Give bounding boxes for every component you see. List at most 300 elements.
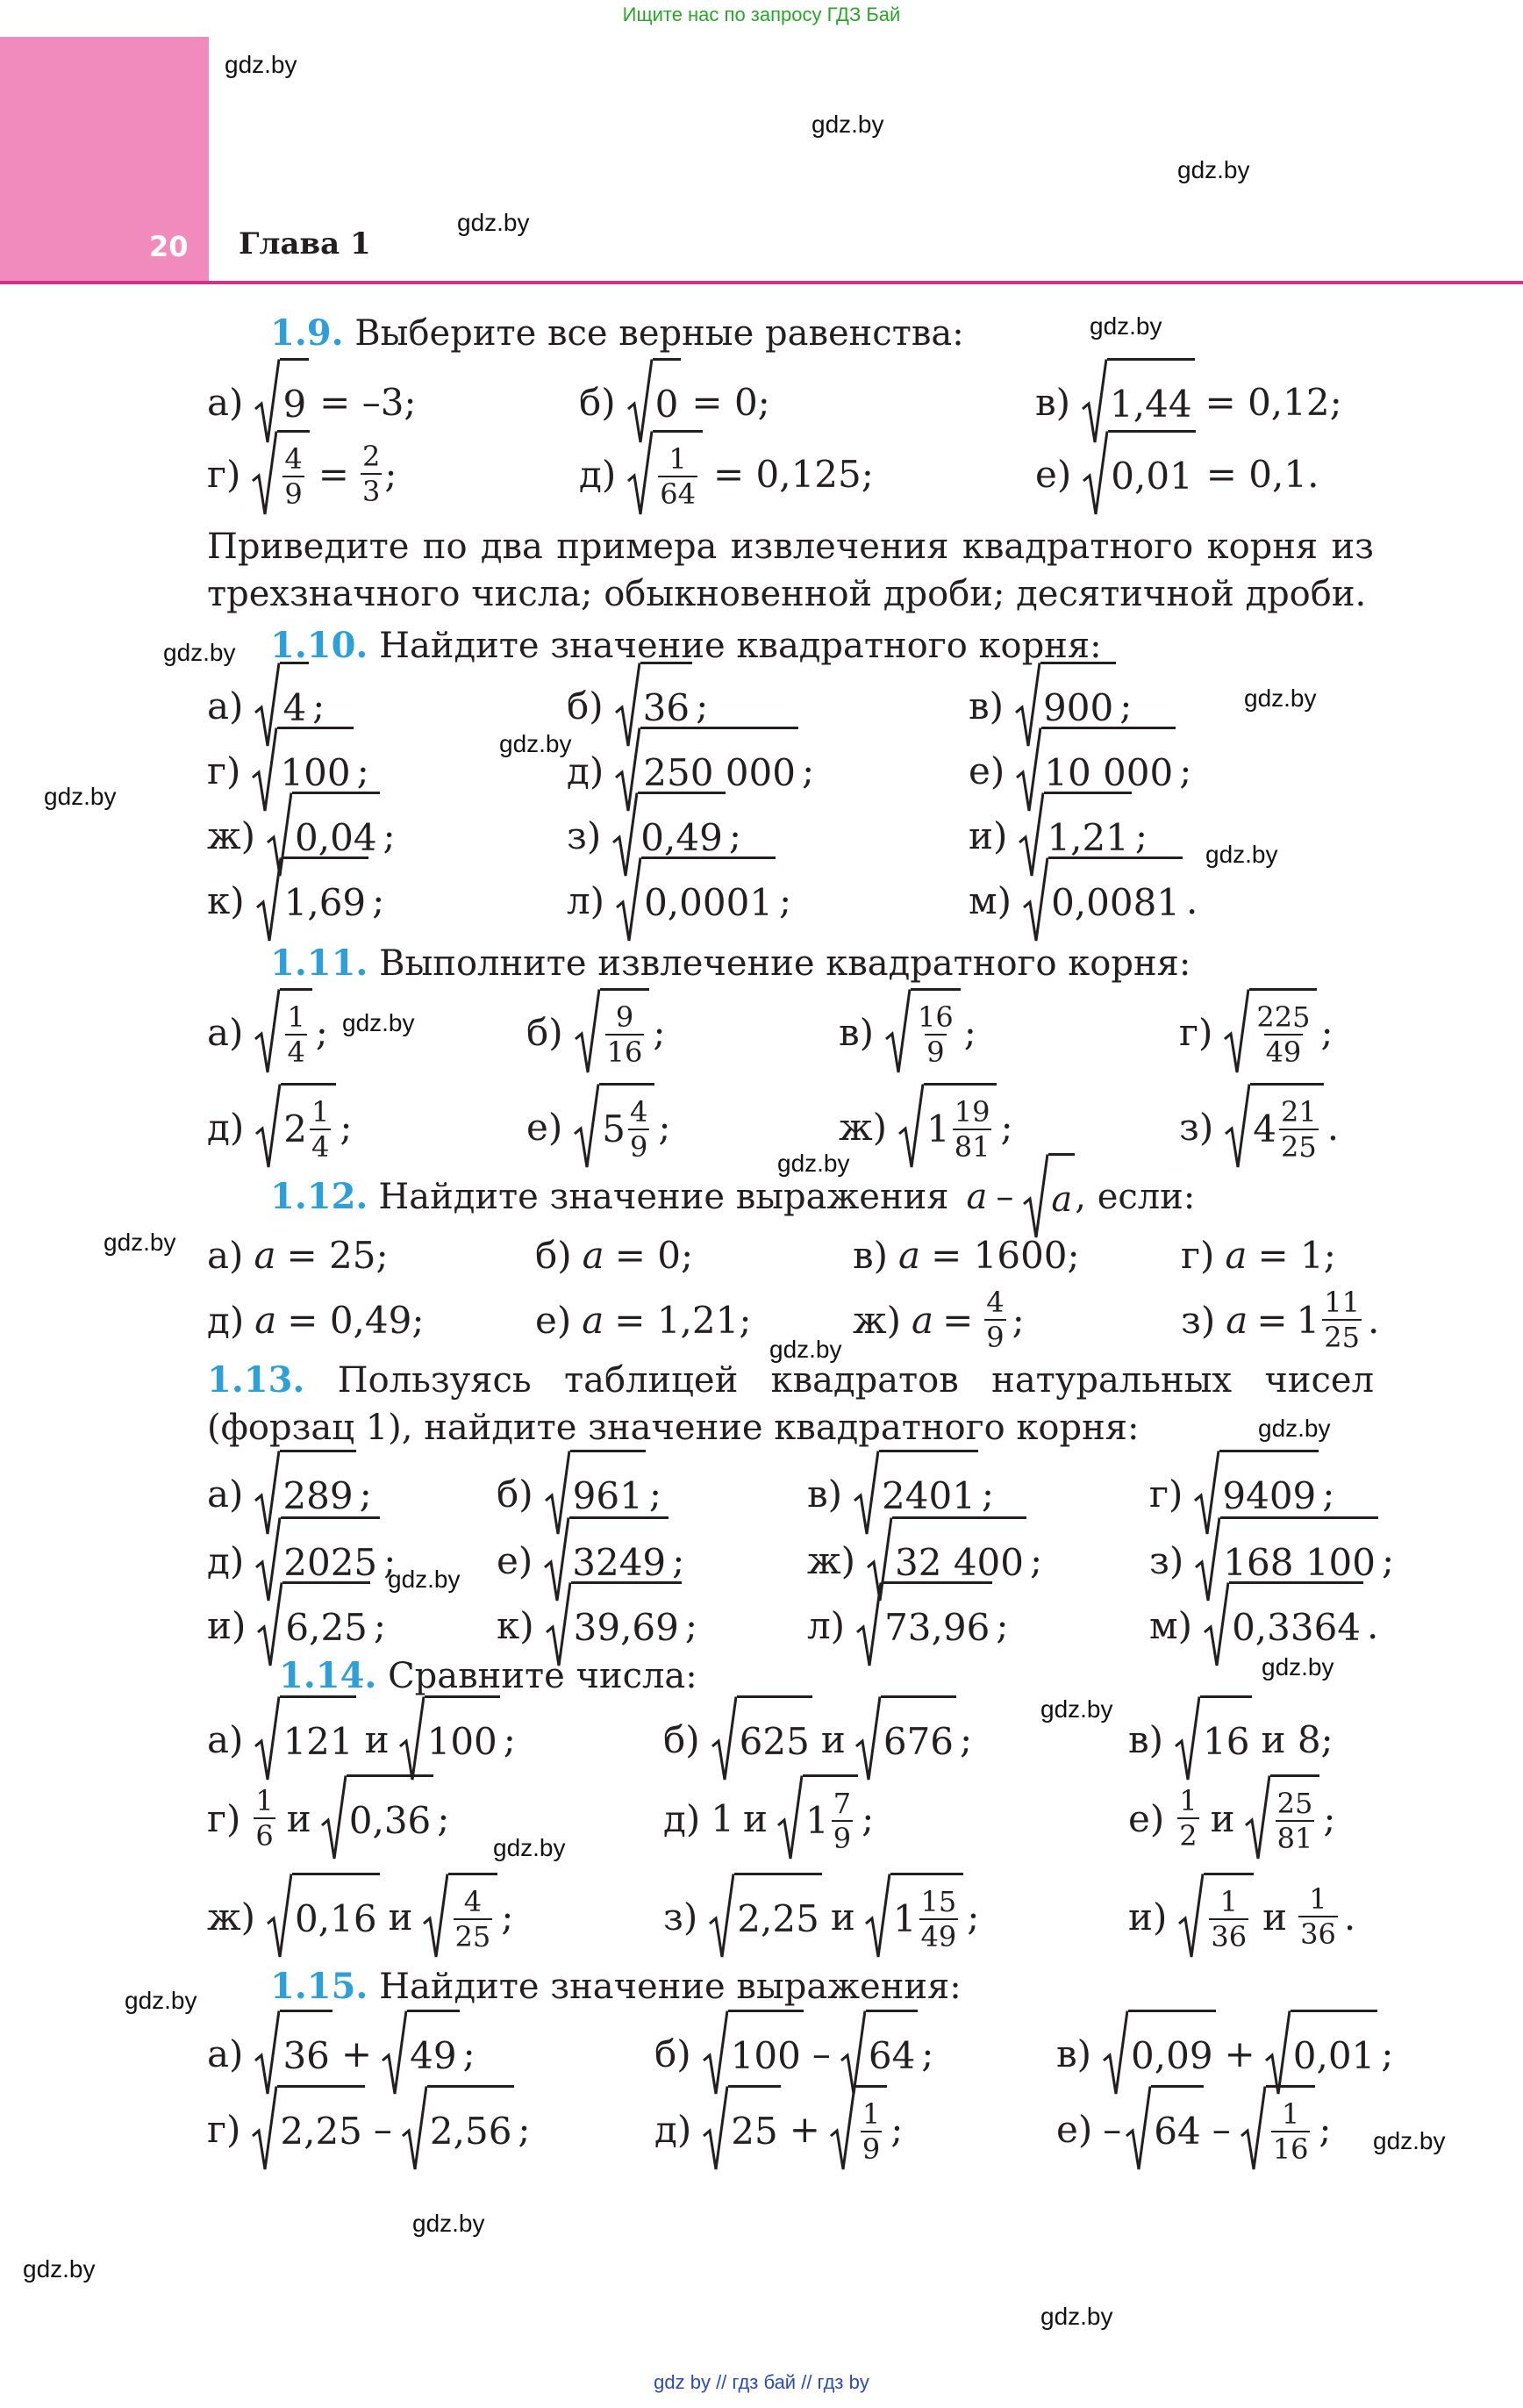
item-label: а) [207, 1233, 244, 1277]
denominator: 49 [1265, 1035, 1302, 1069]
variable: a [582, 1298, 604, 1342]
exercise-item [1128, 1881, 1355, 1952]
mixed-number [602, 1095, 652, 1164]
operator: и [742, 1796, 768, 1840]
exercise-item [663, 1783, 874, 1853]
radicand [600, 988, 650, 1076]
numerator: 4 [629, 1094, 648, 1129]
exercise-item [853, 1220, 1080, 1290]
radical-sign [864, 1873, 890, 1960]
sqrt [854, 1695, 956, 1783]
problem-number: 1.11. [270, 942, 368, 984]
top-search-note[interactable]: Ищите нас по запросу ГДЗ Бай [622, 4, 901, 25]
number: 1 [711, 1796, 734, 1840]
operator: + [789, 2107, 820, 2151]
punct: ; [501, 1895, 514, 1939]
punct: ; [967, 1895, 980, 1939]
exercise-item [1181, 1220, 1336, 1290]
fraction [310, 1095, 331, 1164]
item-label: б) [654, 2032, 691, 2075]
equation-rhs: = 0; [614, 1233, 694, 1277]
operator: и [388, 1895, 413, 1939]
operator: и [286, 1796, 311, 1840]
exercise-item [807, 1590, 1008, 1660]
sqrt [708, 1873, 822, 1960]
sqrt [1022, 856, 1183, 944]
exercise-item [207, 1285, 425, 1355]
radicand: 961 [570, 1450, 646, 1537]
watermark: gdz.by [1244, 684, 1317, 712]
minus-sign: – [1103, 2107, 1122, 2151]
p19-item [579, 439, 874, 509]
sqrt [840, 2010, 918, 2097]
radicand: 0,0081 [1048, 856, 1183, 944]
sqrt [266, 1873, 380, 1960]
sqrt [615, 856, 776, 944]
item-label: г) [1179, 1010, 1213, 1054]
watermark: gdz.by [1090, 312, 1162, 340]
numerator: 1 [255, 1784, 274, 1817]
radicand: 100 [277, 727, 353, 814]
radicand: 100 [425, 1695, 500, 1783]
radicand [890, 1873, 963, 1960]
watermark: gdz.by [23, 2255, 96, 2283]
denominator: 25 [1281, 1129, 1317, 1164]
watermark: gdz.by [769, 1336, 842, 1363]
fraction [1271, 2097, 1311, 2166]
punct: . [1326, 1105, 1340, 1149]
sqrt [545, 1581, 682, 1669]
p19-item [207, 367, 417, 437]
sqrt [573, 1083, 654, 1171]
watermark: gdz.by [499, 730, 572, 757]
punct: ; [801, 749, 815, 792]
item-label: и) [1128, 1895, 1168, 1939]
radical-sign [266, 1873, 292, 1960]
sqrt [702, 2010, 804, 2097]
sqrt [1082, 430, 1196, 518]
problem-1-9-heading [270, 312, 964, 355]
denominator: 9 [833, 1821, 852, 1855]
item-label: и) [969, 813, 1008, 857]
radicand: 64 [866, 2010, 918, 2097]
item-label: г) [207, 452, 241, 496]
sqrt [1177, 1873, 1254, 1960]
variable: a [1225, 1233, 1248, 1277]
operator: + [1224, 2032, 1255, 2075]
sqrt [401, 2085, 515, 2173]
punct: ; [960, 1717, 973, 1761]
item-label: г) [1149, 1472, 1183, 1516]
fraction [984, 1286, 1005, 1354]
problem-number: 1.12. [270, 1176, 368, 1217]
item-label: ж) [207, 813, 256, 857]
variable: a [898, 1233, 921, 1277]
item-label: ж) [853, 1298, 902, 1342]
radical-sign [1203, 1581, 1229, 1669]
item-label: е) [969, 749, 1005, 792]
radical-sign [897, 1083, 924, 1171]
operator: и [1210, 1796, 1235, 1840]
expression-variable: a [966, 1177, 988, 1217]
exercise-item [1179, 997, 1334, 1067]
item-label: в) [807, 1472, 843, 1516]
numerator: 16 [918, 1000, 954, 1034]
watermark: gdz.by [1040, 1695, 1113, 1723]
radical-sign [1174, 1695, 1200, 1783]
punct: ; [372, 878, 385, 922]
radicand: 289 [280, 1450, 355, 1537]
radical-sign [254, 1083, 281, 1171]
footer-links[interactable]: gdz by // гдз бай // гдз by [654, 2371, 869, 2393]
exercise-item [207, 1881, 513, 1952]
radicand: 1,44 [1107, 358, 1195, 446]
exercise-item [526, 997, 666, 1067]
punct: ; [315, 1010, 328, 1054]
item-label: ж) [807, 1538, 856, 1582]
fraction [454, 1885, 493, 1953]
item-label: в) [1128, 1717, 1164, 1761]
item-label: б) [579, 380, 616, 424]
fraction [1298, 1882, 1338, 1951]
sqrt [422, 1873, 498, 1960]
fraction [1279, 1095, 1319, 1164]
radical-sign [255, 856, 282, 944]
sqrt [1244, 1774, 1320, 1862]
item-label: д) [207, 1105, 245, 1149]
radicand [281, 1083, 336, 1171]
radicand: 0 [653, 358, 682, 446]
item-label: д) [207, 1298, 245, 1342]
sqrt [254, 1695, 355, 1783]
radical-sign [256, 1581, 282, 1669]
whole-part: 5 [602, 1107, 626, 1150]
problem-title: Выполните извлечение квадратного корня: [379, 943, 1191, 984]
punct: ; [1381, 2032, 1394, 2075]
punct: ; [384, 452, 397, 496]
sqrt [702, 2085, 780, 2173]
item-label: в) [1056, 2032, 1092, 2075]
denominator: 4 [287, 1035, 305, 1069]
numerator: 21 [1281, 1094, 1317, 1129]
radicand: 2,56 [427, 2085, 515, 2173]
radicand: 1,69 [282, 856, 369, 944]
watermark: gdz.by [1177, 156, 1250, 183]
problem-title: Пользуясь таблицей квадратов натуральных чисел (форзац 1), найдите значение квадратного корня: [207, 1360, 1374, 1448]
radicand: 100 [728, 2010, 804, 2097]
radicand: 36 [640, 662, 692, 749]
radical-sign [776, 1774, 803, 1862]
denominator: 36 [1211, 1919, 1248, 1953]
numerator: 7 [833, 1786, 852, 1820]
problem-title: Найдите значение выражения: [379, 1967, 962, 2007]
exercise-item [207, 1590, 386, 1660]
radicand [448, 1873, 498, 1960]
exercise-item [526, 1092, 671, 1162]
numerator: 1 [287, 1000, 305, 1034]
radicand: 1,21 [1044, 792, 1132, 879]
fraction [1255, 1000, 1312, 1069]
radicand: 32 400 [892, 1516, 1026, 1604]
numerator: 9 [615, 1000, 634, 1034]
equation-rhs: = 1,21; [614, 1298, 752, 1342]
equation-rhs: = 0; [691, 380, 770, 424]
exercise-item [1128, 1704, 1342, 1774]
problem-number: 1.9. [270, 312, 344, 354]
exercise-item [207, 2094, 531, 2164]
radicand: 250 000 [640, 727, 798, 814]
sqrt [251, 2085, 365, 2173]
fraction: $\frac{4}{9}$ [284, 441, 303, 511]
radicand: 6,25 [282, 1581, 370, 1669]
item-label: г) [207, 1796, 241, 1840]
radicand: 9409 [1219, 1450, 1319, 1537]
denominator: 4 [311, 1129, 330, 1164]
item-label: е) [535, 1298, 572, 1342]
punct: ; [383, 813, 396, 857]
denominator: 9 [862, 2132, 881, 2166]
radical-sign [1264, 2010, 1291, 2097]
item-label: е) [1128, 1796, 1165, 1840]
punct: ; [779, 878, 792, 922]
radicand: 0,01 [1291, 2010, 1378, 2097]
fraction [953, 1095, 992, 1164]
item-label: в) [839, 1010, 875, 1054]
problem-number: 1.15. [270, 1966, 368, 2007]
watermark: gdz.by [125, 1987, 197, 2014]
numerator: 1 [1179, 1784, 1198, 1817]
item-label: д) [579, 452, 617, 496]
sqrt [1125, 2085, 1203, 2173]
watermark: gdz.by [812, 111, 884, 138]
punct: ; [518, 2107, 531, 2151]
fraction [916, 1000, 955, 1069]
variable: a [254, 1298, 277, 1342]
mixed-number [926, 1095, 994, 1164]
punct: ; [373, 1603, 387, 1647]
item-label: з) [663, 1895, 698, 1939]
exercise-item [839, 1092, 1013, 1162]
punct: . [1367, 1603, 1379, 1647]
mixed-number [805, 1787, 855, 1855]
radical-sign [574, 988, 600, 1076]
equation-rhs: = 0,12; [1205, 380, 1342, 424]
sqrt [711, 1695, 812, 1783]
watermark: gdz.by [777, 1150, 850, 1177]
item-label: з) [1149, 1538, 1184, 1582]
radicand [855, 2085, 887, 2173]
watermark: gdz.by [1205, 841, 1278, 868]
fraction [1209, 1885, 1248, 1953]
fraction [832, 1787, 853, 1855]
radical-sign [1125, 2085, 1151, 2173]
denominator: 9 [986, 1321, 1005, 1354]
problem-1-15-heading [270, 1966, 962, 2008]
item-label: к) [497, 1603, 534, 1647]
numerator: 1 [862, 2096, 881, 2131]
radicand: 0,09 [1128, 2010, 1216, 2097]
radicand: 2401 [879, 1450, 978, 1537]
punct: ; [648, 1472, 661, 1516]
punct: ; [1000, 1105, 1013, 1149]
exercise-item [535, 1285, 752, 1355]
operator: и [820, 1717, 846, 1761]
radical-sign [1022, 856, 1048, 944]
radicand: 49 [407, 2010, 459, 2097]
problem-title-end: , если: [1075, 1177, 1196, 1217]
sqrt [1174, 1695, 1252, 1783]
sqrt [626, 430, 703, 518]
punct: ; [996, 1603, 1009, 1647]
denominator: 81 [1276, 1821, 1313, 1855]
fraction [254, 1784, 275, 1853]
radical-sign [1244, 1774, 1270, 1862]
header-rule [0, 281, 1523, 284]
equation-rhs: = 1600; [931, 1233, 1080, 1277]
punct: ; [728, 813, 741, 857]
watermark: gdz.by [104, 1229, 176, 1256]
item-label: а) [207, 380, 244, 424]
punct: ; [356, 749, 369, 792]
whole-part: 4 [1253, 1107, 1277, 1150]
equation-rhs: = 0,125; [712, 452, 874, 496]
radicand: 39,69 [571, 1581, 682, 1669]
radicand: 4 [280, 662, 309, 749]
radicand: 625 [737, 1695, 812, 1783]
sqrt [1203, 1581, 1363, 1669]
watermark: gdz.by [1258, 1415, 1331, 1442]
variable: a [912, 1298, 934, 1342]
exercise-item [839, 997, 976, 1067]
sqrt [320, 1774, 434, 1862]
radicand [1204, 1873, 1254, 1960]
punct: ; [921, 2032, 934, 2075]
item-label: а) [207, 1472, 244, 1516]
sqrt [776, 1774, 858, 1862]
item-label: в) [853, 1233, 889, 1277]
item-label: е) [497, 1538, 533, 1582]
punct: ; [462, 2032, 475, 2075]
punct: ; [312, 684, 325, 727]
problem-1-11-heading [270, 942, 1191, 985]
item-label: д) [663, 1796, 701, 1840]
item-label: а) [207, 684, 244, 727]
radical-sign [840, 2010, 866, 2097]
equation-rhs: = 1; [1257, 1233, 1336, 1277]
item-label: к) [207, 878, 245, 922]
problem-1-13-heading [207, 1357, 1374, 1451]
denominator: 16 [1272, 2132, 1309, 2166]
p19-item [579, 367, 770, 437]
operator: и [1262, 1895, 1288, 1939]
punct: ; [1012, 1298, 1025, 1342]
operator: и [364, 1717, 390, 1761]
exercise-item [663, 1881, 979, 1952]
item-label: а) [207, 2032, 244, 2075]
watermark: gdz.by [1040, 2303, 1113, 2330]
radicand: 0,04 [292, 792, 380, 879]
radicand: a [1048, 1153, 1075, 1241]
punct: ; [653, 1010, 666, 1054]
denominator: 36 [1300, 1917, 1336, 1951]
watermark: gdz.by [412, 2210, 485, 2237]
punct: ; [981, 1472, 995, 1516]
radicand: 36 [280, 2010, 332, 2097]
variable: a [582, 1233, 604, 1277]
item-label: а) [207, 1010, 244, 1054]
radical-sign [1240, 2085, 1266, 2173]
radical-sign [1223, 988, 1249, 1076]
denominator: 16 [606, 1035, 643, 1069]
radicand: 2,25 [734, 1873, 822, 1960]
denominator: 25 [1324, 1321, 1360, 1354]
problem-title: Найдите значение квадратного корня: [379, 626, 1102, 666]
item-label: г) [207, 2107, 241, 2151]
exercise-item [1181, 1285, 1379, 1355]
punct: ; [1134, 813, 1148, 857]
punct: ; [503, 1717, 516, 1761]
radicand: 25 [728, 2085, 780, 2173]
radicand: 2,25 [277, 2085, 365, 2173]
mixed-number [1297, 1286, 1364, 1354]
radical-sign [573, 1083, 599, 1171]
item-label: в) [1035, 380, 1071, 424]
item-label: л) [807, 1603, 846, 1647]
radical-sign [708, 1873, 734, 1960]
mixed-number [893, 1885, 961, 1953]
radicand [1249, 988, 1317, 1076]
item-label: л) [567, 878, 605, 922]
radical-sign [422, 1873, 448, 1960]
radical-sign [702, 2010, 728, 2097]
sqrt [884, 988, 961, 1076]
fraction [285, 1000, 306, 1069]
denominator: 2 [1179, 1819, 1198, 1853]
item-label: з) [1179, 1105, 1214, 1149]
item-label: б) [497, 1472, 533, 1516]
sqrt [829, 2085, 887, 2173]
punct: ; [1030, 1538, 1043, 1582]
whole-part: 1 [1296, 1298, 1320, 1342]
whole-part: 1 [804, 1799, 829, 1842]
radicand: 2025 [281, 1516, 380, 1604]
problem-1-10-heading [270, 625, 1102, 667]
p19-item [1035, 439, 1319, 509]
equation-rhs: = 25; [286, 1233, 389, 1277]
punct: ; [696, 684, 709, 727]
exercise-item [969, 865, 1198, 935]
radical-sign [829, 2085, 855, 2173]
sqrt [1224, 1083, 1323, 1171]
fraction [1177, 1784, 1198, 1853]
radicand [924, 1083, 997, 1171]
radical-sign [702, 2085, 728, 2173]
numerator: 15 [920, 1884, 957, 1918]
operator: – [1212, 2107, 1231, 2151]
punct: ; [437, 1796, 450, 1840]
exercise-item [853, 1285, 1025, 1355]
radical-sign [711, 1695, 737, 1783]
exercise-item [663, 1704, 972, 1774]
radicand: 0,16 [292, 1873, 380, 1960]
problem-number: 1.13. [207, 1359, 305, 1401]
radical-sign [615, 856, 641, 944]
punct: ; [1319, 2107, 1332, 2151]
watermark: gdz.by [44, 783, 117, 810]
exercise-item [207, 1704, 516, 1774]
fraction [861, 2097, 882, 2166]
fraction: $\frac{2}{3}$ [361, 440, 381, 508]
